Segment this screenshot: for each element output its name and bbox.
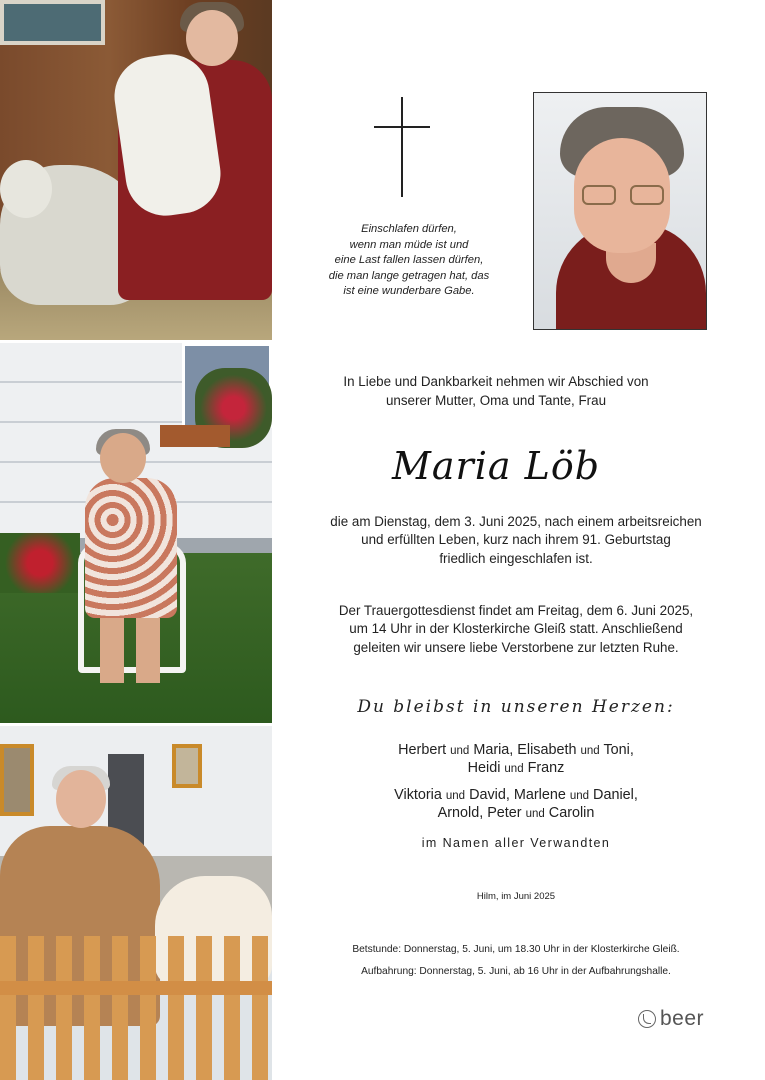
heart-line: Du bleibst in unseren Herzen: [357,697,675,717]
family-names: Arnold, Peter [437,805,522,821]
logo-text: beer [660,1007,705,1030]
aufbahrung-info: Aufbahrung: Donnerstag, 5. Juni, ab 16 Uhr in der Aufbahrungshalle. [361,966,671,977]
family-names: Viktoria [394,787,442,803]
quote-line: eine Last fallen lassen dürfen, [334,254,484,266]
family-conjunction: und [450,745,470,757]
family-conjunction: und [569,790,590,802]
quote-line: Einschlafen dürfen, [361,223,457,235]
family-names: Maria, Elisabeth [473,742,577,758]
intro-line: unserer Mutter, Oma und Tante, Frau [385,392,607,408]
portrait-photo [533,92,707,330]
family-conjunction: und [580,745,600,757]
quote [292,222,526,300]
service-line: Der Trauergottesdienst findet am Freitag, dem 6. Juni 2025, [338,603,694,618]
family-conjunction: und [504,763,524,775]
family-line [300,759,732,780]
service-line: geleiten wir unsere liebe Verstorbene zur letzten Ruhe. [353,639,679,655]
on-behalf-line: im Namen aller Verwandten [421,836,611,850]
family-names: Toni, [603,742,634,758]
family-line [300,804,732,825]
death-line: die am Dienstag, dem 3. Juni 2025, nach einem arbeitsreichen [330,514,702,529]
family-conjunction: und [525,808,545,820]
betstunde-info: Betstunde: Donnerstag, 5. Juni, um 18.30 Uhr in der Klosterkirche Gleiß. [352,944,680,955]
beer-logo-icon [638,1010,656,1028]
intro-line: In Liebe und Dankbarkeit nehmen wir Abschied von [343,374,649,389]
quote-line: die man lange getragen hat, das [328,269,490,282]
family-names: David, Marlene [469,787,566,803]
beer-logo [638,1005,704,1033]
service-text [300,602,732,657]
photo-woman-with-dog [0,726,272,1080]
photo-woman-in-garden [0,343,272,723]
death-line: und erfüllten Leben, kurz nach ihrem 91. Geburtstag [361,532,671,548]
service-line: um 14 Uhr in der Klosterkirche Gleiß statt. Anschließend [349,621,683,637]
quote-line: wenn man müde ist und [349,238,469,251]
family-names: Herbert [398,742,447,758]
death-line: friedlich eingeschlafen ist. [439,550,593,566]
photo-woman-with-lamb [0,0,272,340]
family-names: Daniel, [593,787,638,803]
place-date: Hilm, im Juni 2025 [476,891,556,902]
death-text [300,513,732,568]
family-conjunction: und [445,790,466,802]
deceased-name: Maria Löb [391,444,601,488]
quote-line: ist eine wunderbare Gabe. [343,285,475,297]
family-names: Heidi [467,760,501,776]
cross-icon [374,97,430,197]
intro-text [300,373,692,410]
family-names: Carolin [548,805,595,821]
family-names: Franz [527,760,565,776]
